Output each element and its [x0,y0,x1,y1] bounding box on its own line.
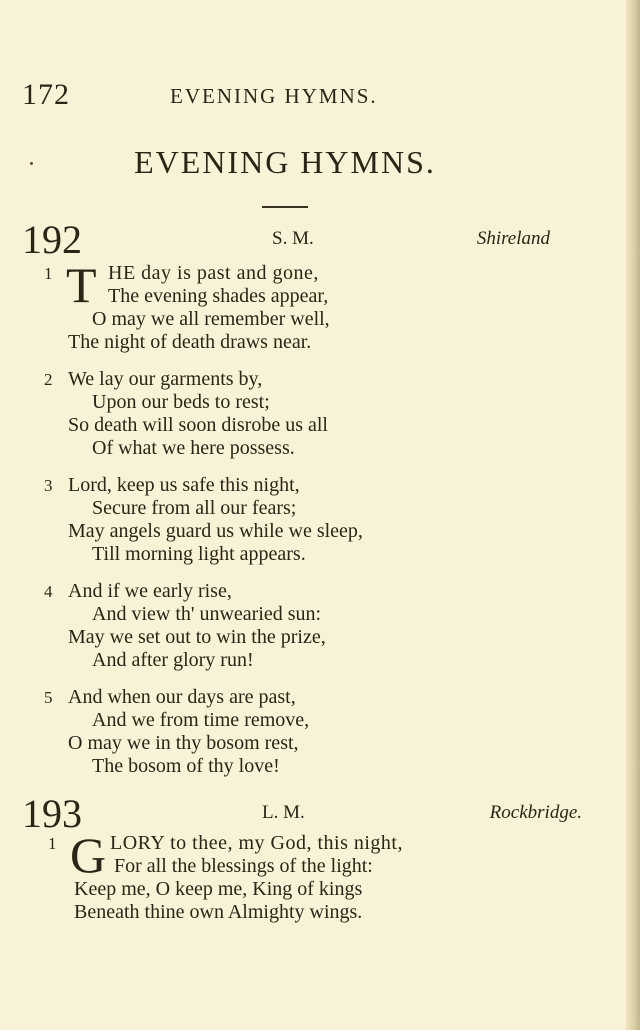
section-title: EVENING HYMNS. [134,144,436,180]
stanza-number: 1 [44,264,53,283]
verse-line-text: And if we early rise, [68,580,232,602]
verse-line: Upon our beds to rest; [92,391,270,413]
hymn-tune: Rockbridge. [489,802,582,823]
verse-line: And after glory run! [92,649,254,671]
verse-line-text: HE day is past and gone, [108,262,319,284]
hymn-number: 192 [22,217,82,262]
verse-line: O may we in thy bosom rest, [68,732,299,754]
verse-line-text: Lord, keep us safe this night, [68,474,300,496]
running-head [22,78,442,110]
verse-line: The bosom of thy love! [92,755,280,777]
verse-line: The night of death draws near. [68,331,312,353]
verse-line: Secure from all our fears; [92,497,297,519]
hymn-tune: Shireland [476,228,550,249]
verse-line: The evening shades appear, [108,285,329,307]
verse-line [22,474,582,497]
drop-cap: T [66,257,97,313]
title-rule [262,206,308,208]
running-title: EVENING HYMNS. [170,84,378,108]
verse-line-text: We lay our garments by, [68,368,263,390]
stanza-number: 4 [44,582,53,601]
hymn-meter: L. M. [262,802,305,823]
verse-line: For all the blessings of the light: [114,855,373,877]
drop-cap: G [70,827,107,883]
verse-line: And view th' unwearied sun: [92,603,322,625]
verse-line: Till morning light appears. [92,543,306,565]
stanza-number: 3 [44,476,53,495]
stanza-number: 2 [44,370,53,389]
verse-line: Keep me, O keep me, King of kings [74,878,363,900]
stanza [22,474,582,566]
stanza [22,368,582,460]
hymn-192 [22,217,582,792]
verse-line: So death will soon disrobe us all [68,414,328,436]
verse-line [22,580,582,603]
hymn-header [22,217,582,266]
hymn-number: 193 [22,791,82,836]
stanza [22,827,582,924]
verse-line: And we from time remove, [92,709,310,731]
page-edge-shadow [626,0,640,1030]
hymn-193 [22,791,582,938]
verse-line: O may we all remember well, [92,308,330,330]
verse-line-text: And when our days are past, [68,686,296,708]
verse-line: May angels guard us while we sleep, [68,520,363,542]
stanza [22,686,582,778]
verse-line-text: LORY to thee, my God, this night, [110,832,403,854]
verse-line [22,686,582,709]
stanza [22,580,582,672]
stanza [22,257,582,354]
verse-line: Of what we here possess. [92,437,295,459]
hymn-meter: S. M. [272,228,314,249]
stanza-number: 1 [48,834,57,853]
verse-line: Beneath thine own Almighty wings. [74,901,363,923]
verse-line [22,368,582,391]
verse-line: May we set out to win the prize, [68,626,326,648]
page-number: 172 [22,78,70,111]
stanza-number: 5 [44,688,53,707]
